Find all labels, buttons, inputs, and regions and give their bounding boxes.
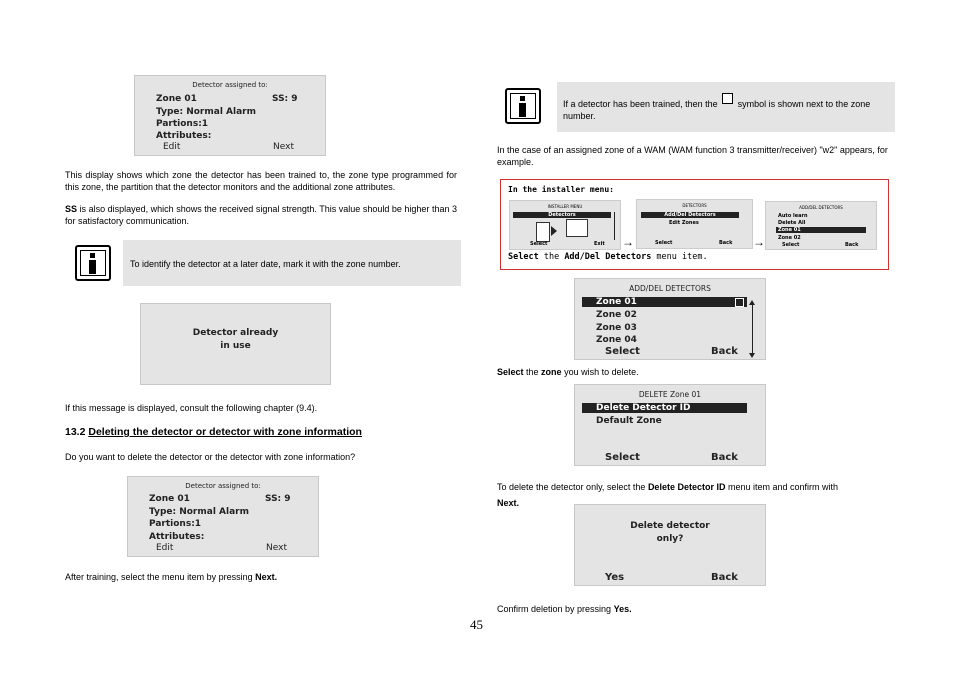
zone-01: Zone 01 — [596, 297, 637, 307]
lcd-line1: Detector already — [192, 328, 279, 338]
mini-scrollbar — [614, 212, 615, 240]
lcd-partitions: Partions:1 — [149, 519, 202, 529]
info-text — [563, 97, 888, 122]
info-text: To identify the detector at a later date, mark it with the zone number. — [130, 259, 401, 269]
lcd-delete-zone — [574, 384, 766, 466]
scroll-down-icon — [749, 353, 755, 358]
installer-footer — [508, 252, 708, 262]
lcd-line1: Delete detector — [630, 521, 710, 531]
next-bold: Next. — [255, 572, 278, 582]
mini-item: Detectors — [548, 212, 576, 218]
lcd-ss: SS: 9 — [272, 94, 298, 104]
lcd-attributes: Attributes: — [149, 532, 205, 542]
keypad-icon — [566, 219, 588, 237]
paragraph-delete-question: Do you want to delete the detector or the detector with zone information? — [65, 452, 356, 462]
delete-detector-id: Delete Detector ID — [596, 403, 691, 413]
lcd-ss: SS: 9 — [265, 494, 291, 504]
footer-add-del: Add/Del Detectors — [564, 252, 652, 262]
lcd-title: Detector assigned to: — [185, 482, 261, 490]
lcd-zone: Zone 01 — [149, 494, 190, 504]
page-number: 45 — [470, 617, 483, 632]
lcd-yes: Yes — [605, 572, 625, 583]
text-rest: you wish to delete. — [561, 367, 639, 377]
mini-lcd-add-del — [765, 201, 877, 250]
lcd-back: Back — [711, 572, 738, 583]
lcd-title: Detector assigned to: — [192, 81, 268, 89]
lcd-edit: Edit — [156, 543, 174, 553]
trained-symbol-icon — [722, 93, 733, 104]
lcd-partitions: Partions:1 — [156, 119, 209, 129]
mini-item2: Edit Zones — [669, 220, 699, 226]
lcd-highlight — [582, 297, 747, 307]
lcd-detector-assigned-1 — [134, 75, 326, 156]
installer-heading: In the installer menu: — [508, 185, 614, 194]
select-bold: Select — [497, 367, 524, 377]
paragraph-consult-chapter: If this message is displayed, consult the following chapter (9.4). — [65, 403, 318, 413]
lcd-add-del-detectors — [574, 278, 766, 360]
section-heading — [65, 426, 362, 438]
arrow-right-icon: → — [753, 235, 765, 249]
lcd-highlight — [582, 403, 747, 413]
info-icon — [75, 245, 111, 281]
lcd-attributes: Attributes: — [156, 131, 212, 141]
mini-back: Back — [845, 242, 859, 248]
lcd-next: Next — [266, 543, 287, 553]
paragraph-wam: In the case of an assigned zone of a WAM (WAM function 3 transmitter/receiver) "w2" appears, for example. — [497, 145, 888, 167]
info-icon — [505, 88, 541, 124]
lcd-select: Select — [605, 452, 640, 463]
delete-id-bold: Delete Detector ID — [647, 482, 726, 492]
lcd-detector-in-use — [140, 303, 331, 385]
paragraph-ss — [65, 204, 457, 227]
zone-03: Zone 03 — [596, 323, 637, 333]
default-zone: Default Zone — [596, 416, 662, 426]
text-post: menu item and confirm with — [725, 482, 839, 492]
lcd-scrollbar — [752, 305, 753, 353]
info-box-mark-detector — [123, 240, 461, 286]
mini-lcd-detectors — [636, 199, 753, 249]
text-pre: To delete the detector only, select the — [497, 482, 648, 492]
lcd-title: DELETE Zone 01 — [638, 390, 702, 399]
lcd-zone: Zone 01 — [156, 94, 197, 104]
lcd-next: Next — [273, 142, 294, 152]
paragraph-select-zone — [497, 367, 639, 379]
lcd-line2: in use — [220, 341, 251, 351]
heading-number: 13.2 — [65, 426, 86, 438]
mini-exit: Exit — [594, 241, 605, 247]
paragraph-confirm-yes — [497, 604, 632, 616]
lcd-back: Back — [711, 346, 738, 357]
lcd-detector-assigned-2 — [127, 476, 319, 557]
ss-rest: is also displayed, which shows the received signal strength. This value should be higher than 3 for satisfactory communication. — [65, 204, 457, 226]
info-pre: If a detector has been trained, then the — [563, 99, 718, 109]
mini-select: Select — [782, 242, 800, 248]
zone-04: Zone 04 — [596, 335, 637, 345]
lcd-line2: only? — [656, 534, 684, 544]
lcd-type: Type: Normal Alarm — [149, 507, 249, 517]
mini-back: Back — [719, 240, 733, 246]
mini-lcd-installer-menu — [509, 200, 621, 250]
ss-bold: SS — [65, 204, 78, 214]
arrow-right-icon: → — [622, 235, 634, 249]
footer-the: the — [538, 252, 565, 262]
paragraph-after-training — [65, 572, 277, 584]
text-pre: After training, select the menu item by pressing — [65, 572, 256, 582]
installer-menu-box — [500, 179, 889, 270]
lcd-type: Type: Normal Alarm — [156, 107, 256, 117]
panel-icon — [536, 222, 550, 242]
lcd-select: Select — [605, 346, 640, 357]
trained-symbol-icon — [735, 298, 744, 307]
lcd-back: Back — [711, 452, 738, 463]
mini-title: ADD/DEL DETECTORS — [799, 205, 843, 210]
heading-text: Deleting the detector or detector with zone information — [88, 426, 362, 438]
mini-item4: Zone 02 — [778, 235, 801, 241]
mini-select: Select — [530, 241, 548, 247]
mini-item2: Delete All — [778, 220, 806, 226]
lcd-edit: Edit — [163, 142, 181, 152]
paragraph-zone-display: This display shows which zone the detector has been trained to, the zone type programmed for this zone, the partition that the detector monitors and the additional zone attributes. — [65, 170, 457, 192]
text-pre: Confirm deletion by pressing — [497, 604, 614, 614]
mini-highlight — [641, 212, 739, 218]
mini-title: INSTALLER MENU — [547, 204, 583, 209]
footer-select: Select — [508, 252, 539, 262]
info-post: symbol is shown next to the zone number. — [563, 99, 871, 121]
mini-highlight — [776, 227, 866, 233]
lcd-delete-detector-only — [574, 504, 766, 586]
mini-title: DETECTORS — [682, 203, 707, 208]
mini-item: Add/Del Detectors — [664, 212, 716, 218]
mini-select: Select — [655, 240, 673, 246]
zone-02: Zone 02 — [596, 310, 637, 320]
mini-item1: Auto learn — [778, 213, 808, 219]
mini-item3: Zone 01 — [778, 227, 801, 233]
next-bold: Next. — [497, 498, 520, 508]
yes-bold: Yes. — [613, 604, 632, 614]
info-box-trained-symbol — [557, 82, 895, 132]
footer-menu-item: menu item. — [651, 252, 708, 262]
lcd-title: ADD/DEL DETECTORS — [629, 284, 711, 293]
text-the: the — [523, 367, 542, 377]
play-icon — [551, 226, 557, 236]
zone-bold: zone — [541, 367, 562, 377]
mini-highlight — [513, 212, 611, 218]
